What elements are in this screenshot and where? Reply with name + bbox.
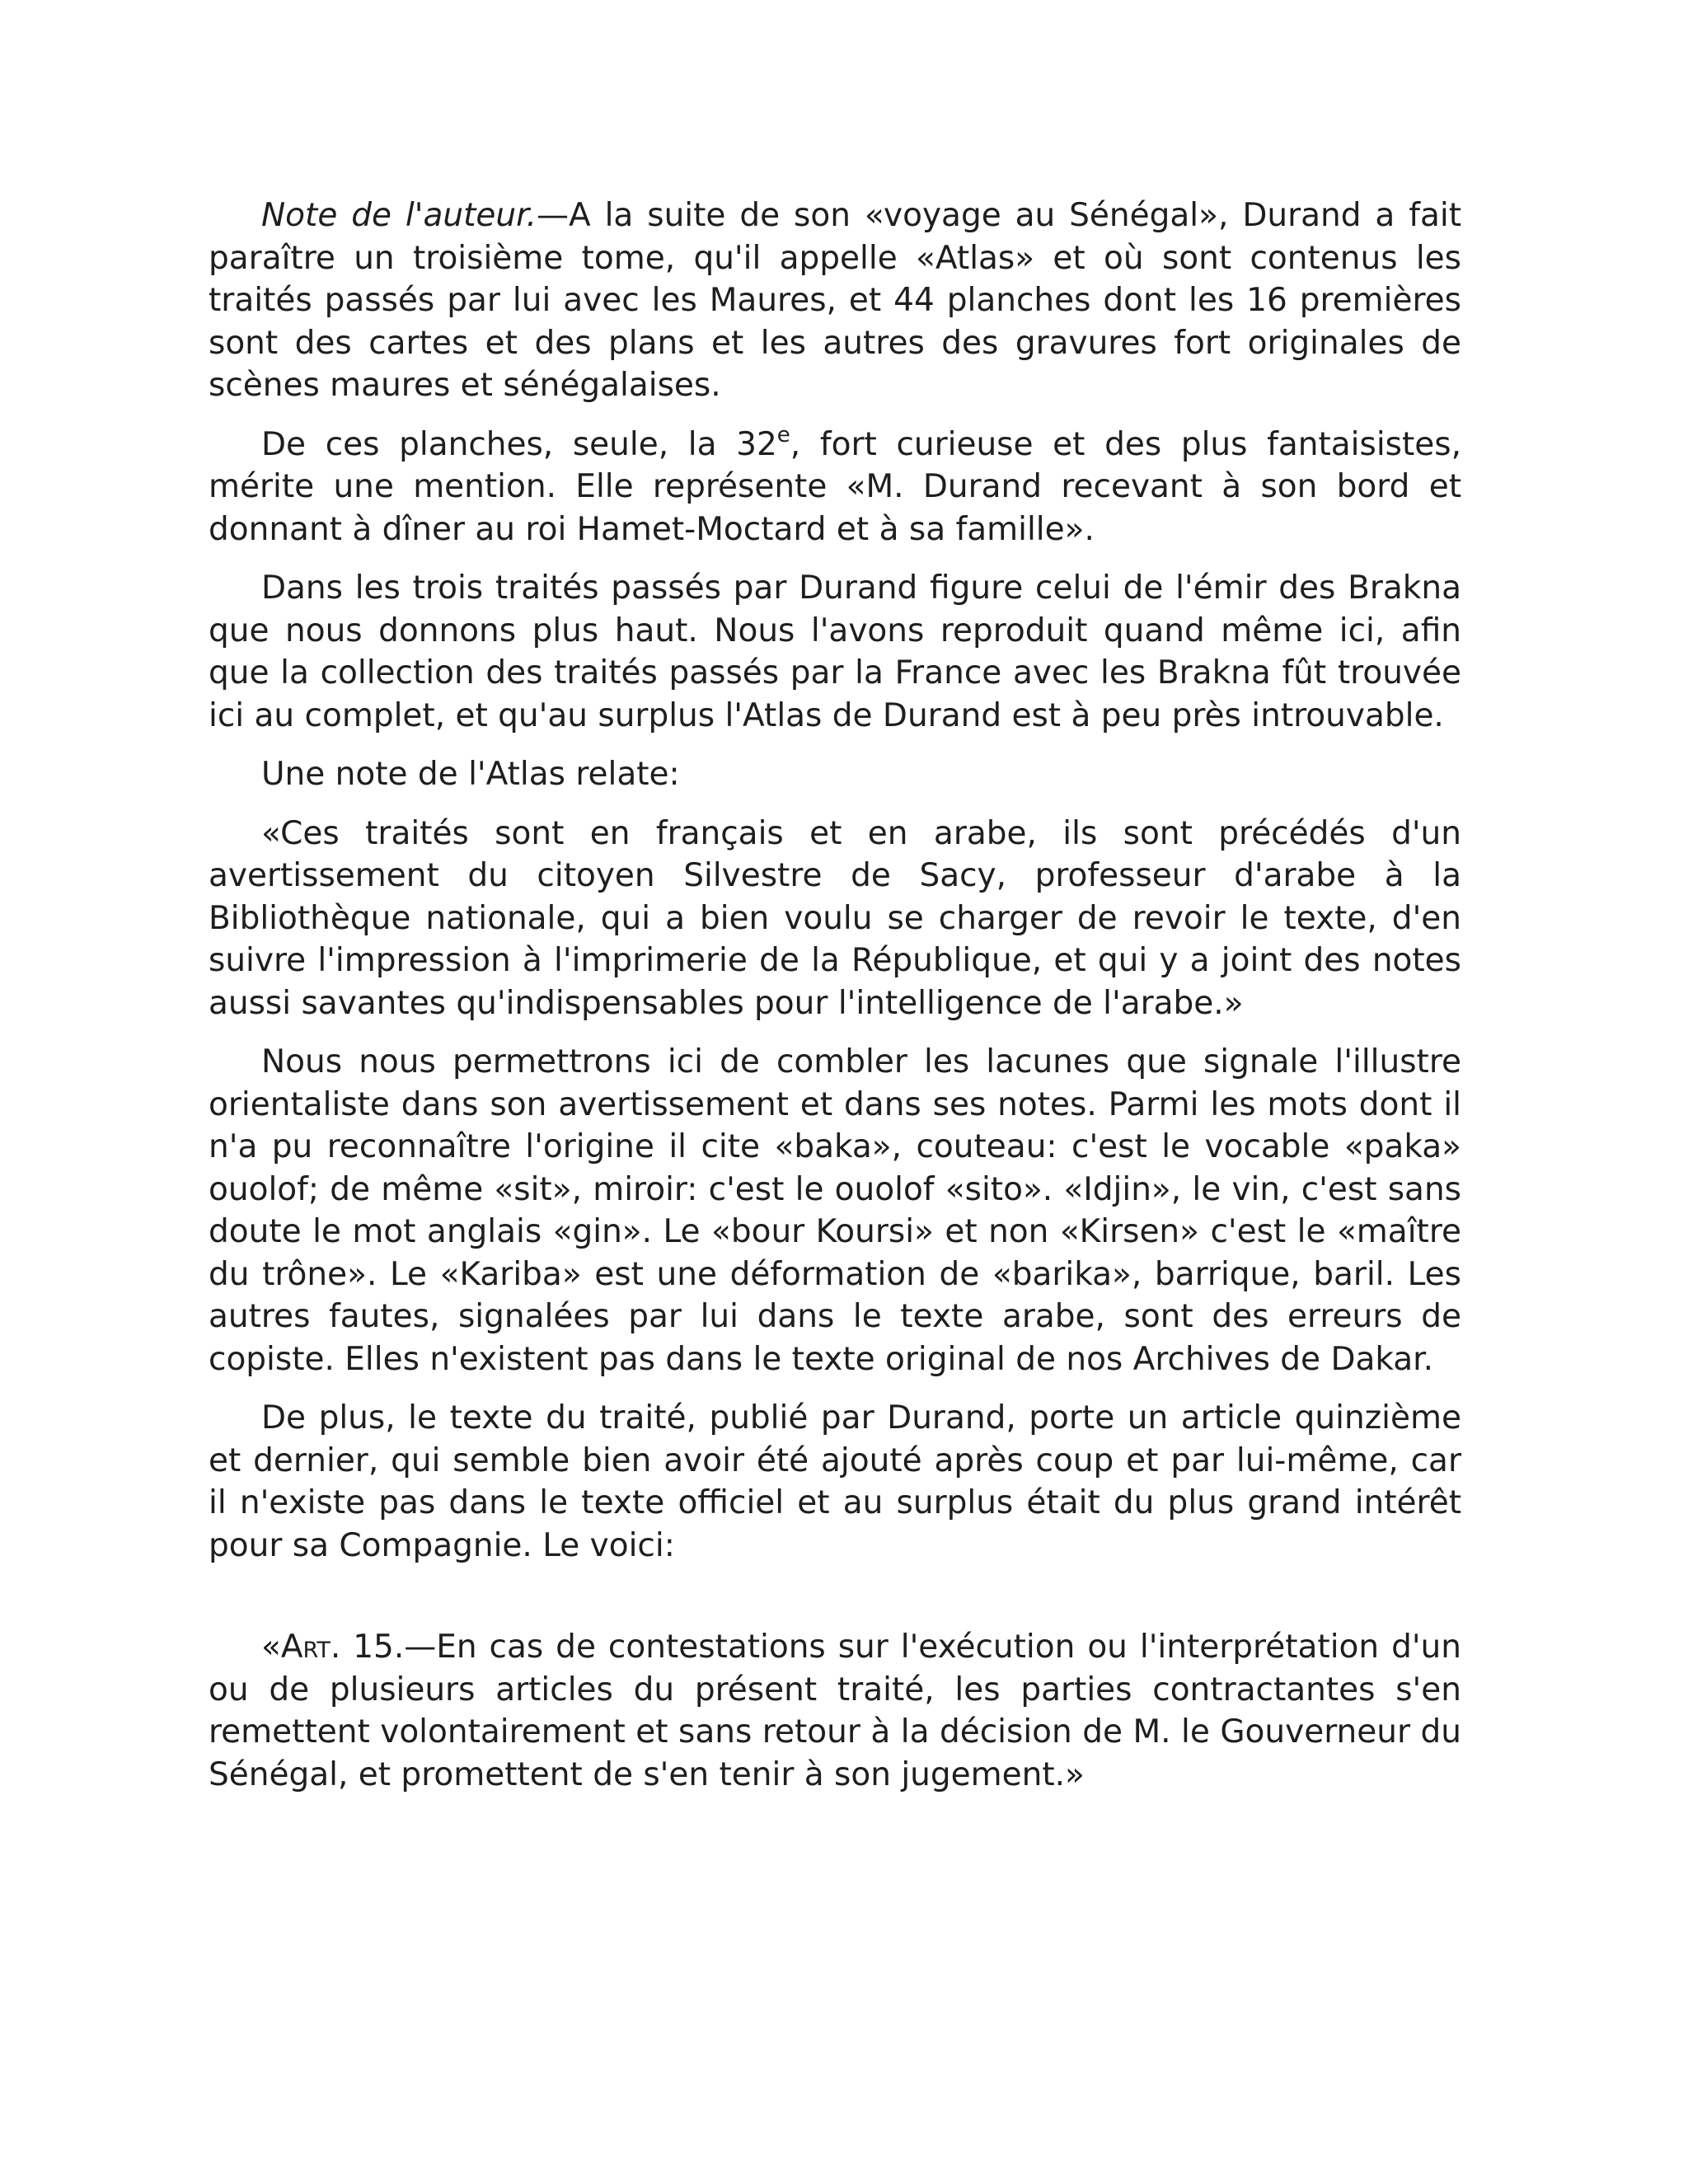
lacunes-text: Nous nous permettrons ici de combler les lacunes que signale l'illustre orientaliste dans son avertissement et dans ses notes. Parmi les mots dont il n'a pu reconnaître l'origine il cite «baka», couteau: c'est le vocable «paka» ouolof; de même «sit», miroir: c'est le ouolof «sito». «Idjin», le vin, c'est sans doute le mot anglais «gin». Le «bour Koursi» et non «Kirsen» c'est le «maître du trône». Le «Kariba» est une déformation de «barika», barrique, baril. Les autres fautes, signalées par lui dans le texte arabe, sont des erreurs de copiste. Elles n'existent pas dans le texte original de nos Archives de Dakar.	[209, 1043, 1461, 1378]
planches-text-end: , fort curieuse et des plus fantaisistes, mérite une mention. Elle représente «M. Durand recevant à son bord et donnant à dîner au roi Hamet-Moctard et à sa famille».	[209, 425, 1461, 548]
quotation-text: «Ces traités sont en français et en arabe, ils sont précédés d'un avertissement du citoyen Silvestre de Sacy, professeur d'arabe à la Bibliothèque nationale, qui a bien voulu se charger de revoir le texte, d'en suivre l'impression à l'imprimerie de la République, et qui y a joint des notes aussi savantes qu'indispensables pour l'intelligence de l'arabe.»	[209, 814, 1461, 1022]
ordinal-superscript: e	[776, 422, 790, 448]
article-label: Art	[280, 1629, 331, 1666]
article-15-text: . 15.—En cas de contestations sur l'exécution ou l'interprétation d'un ou de plusieurs articles du présent traité, les parties contractantes s'en remettent volontairement et sans retour à la décision de M. le Gouverneur du Sénégal, et promettent de s'en tenir à son jugement.»	[209, 1629, 1461, 1793]
lacunes-paragraph	[209, 1041, 1461, 1380]
planches-text-start: De ces planches, seule, la 32	[261, 425, 777, 463]
atlas-note-paragraph	[209, 753, 1461, 796]
article-intro-paragraph	[209, 1397, 1461, 1567]
article-15-paragraph	[209, 1626, 1461, 1796]
article-intro-text: De plus, le texte du traité, publié par Durand, porte un article quinzième et dernier, qui semble bien avoir été ajouté après coup et par lui-même, car il n'existe pas dans le texte officiel et au surplus était du plus grand intérêt pour sa Compagnie. Le voici:	[209, 1399, 1461, 1564]
traites-paragraph	[209, 567, 1461, 737]
document-page	[209, 194, 1461, 1812]
planches-paragraph	[209, 424, 1461, 551]
article-open-quote: «	[261, 1629, 281, 1666]
author-note-label: Note de l'auteur.	[261, 197, 537, 234]
author-note-paragraph	[209, 194, 1461, 407]
quotation-paragraph	[209, 813, 1461, 1025]
traites-text: Dans les trois traités passés par Durand figure celui de l'émir des Brakna que nous donnons plus haut. Nous l'avons reproduit quand même ici, afin que la collection des traités passés par la France avec les Brakna fût trouvée ici au complet, et qu'au surplus l'Atlas de Durand est à peu près introuvable.	[209, 569, 1461, 734]
atlas-note-text: Une note de l'Atlas relate:	[261, 756, 680, 793]
author-note-text: —A la suite de son «voyage au Sénégal», Durand a fait paraître un troisième tome, qu'il appelle «Atlas» et où sont contenus les traités passés par lui avec les Maures, et 44 planches dont les 16 premières sont des cartes et des plans et les autres des gravures fort originales de scènes maures et sénégalaises.	[209, 197, 1461, 404]
